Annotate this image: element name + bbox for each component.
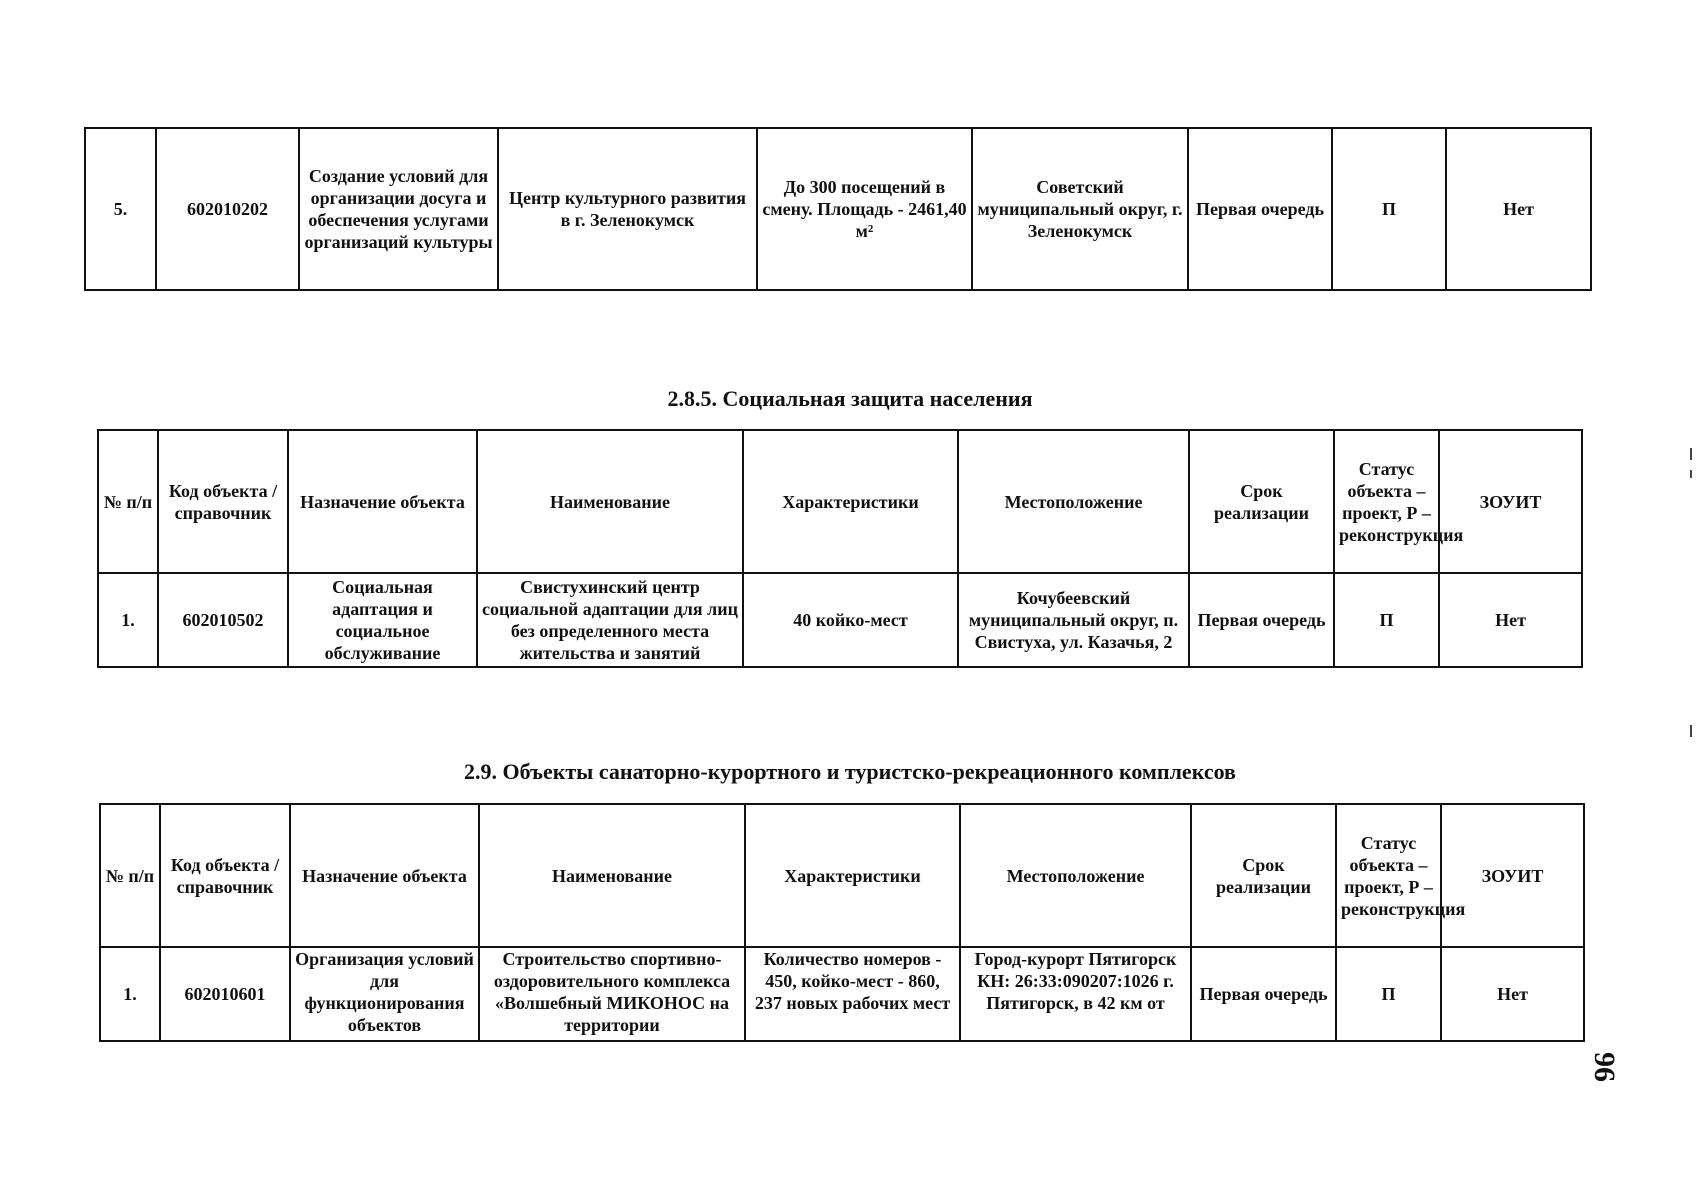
cell-zouit: Нет bbox=[1446, 128, 1591, 290]
header-status-text: Статус объекта – проект, Р – реконструкция bbox=[1339, 458, 1464, 545]
header-characteristics: Характеристики bbox=[743, 430, 958, 573]
header-code: Код объекта / справочник bbox=[160, 804, 290, 947]
header-name: Наименование bbox=[477, 430, 743, 573]
cell-characteristics: 40 койко-мест bbox=[743, 573, 958, 667]
cell-purpose bbox=[290, 947, 479, 1041]
cell-purpose-text: Организация условий для функционирования объектов bbox=[295, 949, 474, 1035]
cell-term: Первая очередь bbox=[1189, 573, 1334, 667]
header-purpose: Назначение объекта bbox=[290, 804, 479, 947]
cell-zouit: Нет bbox=[1439, 573, 1582, 667]
cell-purpose: Социальная адаптация и социальное обслуживание bbox=[288, 573, 477, 667]
cell-status: П bbox=[1332, 128, 1446, 290]
header-num: № п/п bbox=[100, 804, 160, 947]
scan-edge-mark bbox=[1690, 470, 1692, 478]
cell-zouit: Нет bbox=[1441, 947, 1584, 1041]
cell-term: Первая очередь bbox=[1191, 947, 1336, 1041]
cell-location-text: Город-курорт Пятигорск КН: 26:33:090207:1026 г. Пятигорск, в 42 км от bbox=[974, 949, 1177, 1013]
header-term: Срок реализации bbox=[1189, 430, 1334, 573]
cell-num: 1. bbox=[100, 947, 160, 1041]
section-title-resort-complexes: 2.9. Объекты санаторно-курортного и туристско-рекреационного комплексов bbox=[464, 759, 1236, 784]
cell-purpose: Создание условий для организации досуга и обеспечения услугами организаций культуры bbox=[299, 128, 498, 290]
cell-num: 5. bbox=[85, 128, 156, 290]
cell-name bbox=[479, 947, 745, 1041]
table-resort-complexes bbox=[99, 803, 1585, 1042]
header-status bbox=[1336, 804, 1466, 947]
header-name: Наименование bbox=[479, 804, 745, 947]
scan-edge-mark bbox=[1690, 448, 1692, 460]
header-location: Местоположение bbox=[958, 430, 1189, 573]
header-num: № п/п bbox=[98, 430, 158, 573]
cell-code: 602010601 bbox=[160, 947, 290, 1041]
cell-code: 602010502 bbox=[158, 573, 288, 667]
cell-status: П bbox=[1336, 947, 1441, 1041]
header-term: Срок реализации bbox=[1191, 804, 1336, 947]
header-status-text: Статус объекта – проект, Р – реконструкция bbox=[1341, 832, 1466, 919]
cell-characteristics: До 300 посещений в смену. Площадь - 2461,40 м² bbox=[757, 128, 972, 290]
header-status bbox=[1334, 430, 1464, 573]
table-row bbox=[85, 128, 1591, 290]
cell-name-text: Строительство спортивно-оздоровительного комплекса «Волшебный МИКОНОС на территории bbox=[493, 949, 731, 1035]
header-characteristics: Характеристики bbox=[745, 804, 960, 947]
cell-term: Первая очередь bbox=[1188, 128, 1332, 290]
cell-num: 1. bbox=[98, 573, 158, 667]
table-row bbox=[100, 947, 1584, 1041]
table-social-protection bbox=[97, 429, 1583, 668]
scan-edge-mark bbox=[1690, 725, 1692, 737]
header-code: Код объекта / справочник bbox=[158, 430, 288, 573]
table-row bbox=[98, 573, 1582, 667]
cell-name: Центр культурного развития в г. Зеленокумск bbox=[498, 128, 757, 290]
cell-characteristics-text: Количество номеров - 450, койко-мест - 860, 237 новых рабочих мест bbox=[754, 949, 951, 1013]
header-zouit: ЗОУИТ bbox=[1441, 804, 1584, 947]
cell-status: П bbox=[1334, 573, 1439, 667]
section-title-social-protection: 2.8.5. Социальная защита населения bbox=[667, 386, 1033, 411]
page-number: 96 bbox=[1588, 1052, 1621, 1082]
header-zouit: ЗОУИТ bbox=[1439, 430, 1582, 573]
cell-location bbox=[960, 947, 1191, 1041]
cell-name: Свистухинский центр социальной адаптации для лиц без определенного места жительства и занятий bbox=[477, 573, 743, 667]
header-location: Местоположение bbox=[960, 804, 1191, 947]
header-purpose: Назначение объекта bbox=[288, 430, 477, 573]
table-cultural-objects bbox=[84, 127, 1592, 291]
table-header-row bbox=[100, 804, 1584, 947]
cell-characteristics bbox=[745, 947, 960, 1041]
cell-location: Советский муниципальный округ, г. Зеленокумск bbox=[972, 128, 1188, 290]
cell-location: Кочубеевский муниципальный округ, п. Свистуха, ул. Казачья, 2 bbox=[958, 573, 1189, 667]
table-header-row bbox=[98, 430, 1582, 573]
cell-code: 602010202 bbox=[156, 128, 299, 290]
